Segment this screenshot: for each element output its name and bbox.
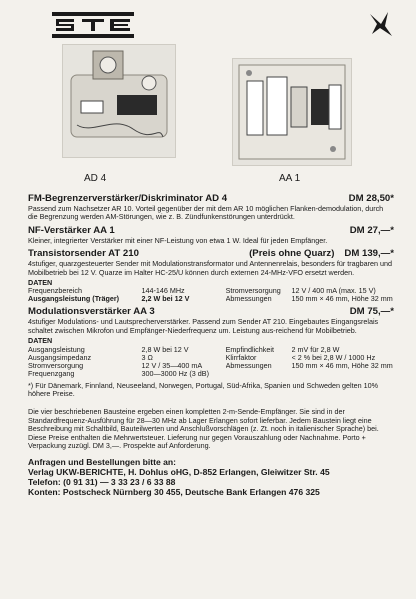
table-row: Frequenzbereich 144-146 MHz Stromversorgung 12 V / 400 mA (max. 15 V) — [28, 287, 376, 296]
product-description: 4stufiger Modulations- und Lautsprecherverstärker. Passend zum Sender AT 210. Eingebautes Eingangsrelais schaltet zwischen Mikrofon und Empfänger-Niederfrequenz um. Leistung aus-reichend für Mobilbetrieb. — [28, 317, 379, 335]
body-text: Die vier beschriebenen Bausteine ergeben einen kompletten 2-m-Sende-Empfänger. Sie sind in der Standardfrequenz-Ausführung für 28—30 MHz ab Lager Erlangen sofort lieferbar. Jedem Baustein liegt eine Beschreibung mit Schaltbild, Bauteilwerten und Anschlußvorschlägen (z. Zt. noch in italienischer Sprache) bei. Diese Preise enthalten die Mehrwertsteuer. Lieferung nur gegen Vorauszahlung oder Nachnahme. Porto + Verpackung zuzügl. DM 3,—. Prospekte auf Anforderung. — [28, 407, 379, 451]
table-row: Ausgangsleistung 2,8 W bei 12 V Empfindlichkeit 2 mV für 2,8 W — [28, 345, 340, 354]
product-description: 4stufiger, quarzgesteuerter Sender mit Modulationstransformator und Antennenrelais, besonders für tragbaren und Mobilbetrieb bei 12 V. Quarze im Halter HC-25/U können durch externen 24-MHz-VFO ersetzt werden. — [28, 259, 392, 277]
product-title: NF-Verstärker AA 1 — [28, 224, 115, 236]
footnote: *) Für Dänemark, Finnland, Neuseeland, Norwegen, Portugal, Süd-Afrika, Spanien und Schweden gelten 10% höhere Preise. — [28, 380, 378, 399]
aa1-module-photo — [232, 58, 352, 166]
product-aa3 — [28, 306, 394, 377]
lightning-bird-icon — [368, 10, 394, 38]
order-info — [28, 457, 394, 498]
table-row: Frequenzgang 300—3000 Hz (3 dB) — [28, 369, 209, 378]
product-ad4 — [28, 193, 394, 222]
product-at210 — [28, 248, 394, 303]
product-title: Modulationsverstärker AA 3 — [28, 306, 155, 318]
order-heading: Anfragen und Bestellungen bitte an: — [28, 456, 177, 467]
product-price: DM 27,—* — [349, 224, 394, 236]
ste-logo — [52, 12, 134, 38]
data-heading: DATEN — [28, 336, 53, 346]
spec-table — [28, 346, 394, 378]
table-row: Stromversorgung 12 V / 35—400 mA Abmessungen 150 mm × 46 mm, Höhe 32 mm — [28, 361, 393, 370]
product-description: Kleiner, integrierter Verstärker mit einer NF-Leistung von etwa 1 W. Ideal für jeden Empfänger. — [28, 235, 328, 245]
spec-table — [28, 287, 394, 303]
bank-accounts: Konten: Postscheck Nürnberg 30 455, Deutsche Bank Erlangen 476 325 — [28, 487, 320, 498]
table-row: Ausgangsleistung (Träger) 2,2 W bei 12 V Abmessungen 150 mm × 46 mm, Höhe 32 mm — [28, 295, 393, 304]
product-price: DM 139,—* — [344, 248, 394, 260]
product-price: DM 28,50* — [348, 193, 394, 204]
photo-caption-aa1: AA 1 — [279, 173, 301, 184]
product-aa1 — [28, 225, 394, 245]
ad4-module-photo — [62, 44, 176, 158]
data-heading: DATEN — [28, 278, 53, 288]
product-title: Transistorsender AT 210 — [28, 248, 139, 260]
product-description: Passend zum Nachsetzer AR 10. Vorteil gegenüber der mit dem AR 10 möglichen Flanken-demodulation, durch die Begrenzung werden AM-Störungen, wie z. B. Zündfunkenstörungen unterdrückt. — [28, 204, 384, 222]
product-title: FM-Begrenzerverstärker/Diskriminator AD 4 — [28, 193, 228, 204]
table-row: Ausgangsimpedanz 3 Ω Klirrfaktor < 2 % bei 2,8 W / 1000 Hz — [28, 353, 376, 362]
product-price-note: (Preis ohne Quarz) — [249, 248, 335, 260]
phone-numbers: Telefon: (0 91 31) — 3 33 23 / 6 33 88 — [28, 476, 176, 487]
product-price: DM 75,—* — [349, 306, 394, 318]
photo-caption-ad4: AD 4 — [84, 173, 107, 184]
publisher-address: Verlag UKW-BERICHTE, H. Dohlus oHG, D-852 Erlangen, Gleiwitzer Str. 45 — [28, 466, 330, 477]
product-list — [28, 193, 394, 497]
